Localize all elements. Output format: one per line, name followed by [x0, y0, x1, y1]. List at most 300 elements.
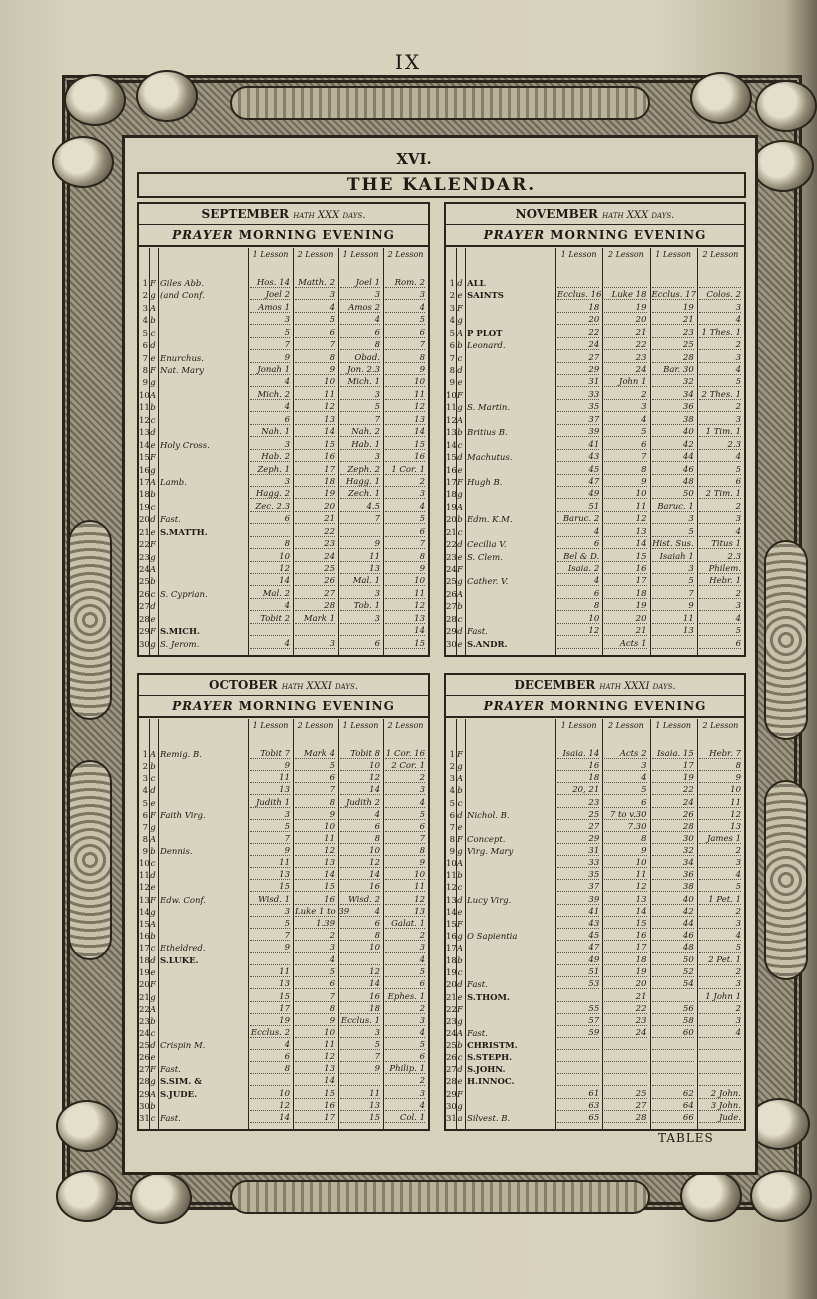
dominical-letter: d [457, 1065, 463, 1076]
day-number: 26 [139, 589, 150, 600]
calendar-row [446, 601, 744, 613]
dominical-letter: c [457, 1053, 463, 1064]
lesson-cell: Wisd. 2 [340, 895, 380, 905]
month-table-december [444, 673, 746, 1131]
lesson-cell: 5 [604, 785, 646, 795]
lesson-cell: 17 [295, 1113, 335, 1123]
lesson-cell: 6 [340, 328, 380, 338]
day-number: 2 [449, 762, 455, 773]
calendar-row [139, 1016, 428, 1028]
lesson-cell: 24 [557, 340, 599, 350]
lesson-cell: 38 [652, 415, 694, 425]
lesson-cell: 13 [295, 858, 335, 868]
dominical-letter: F [150, 540, 156, 551]
dominical-letter: e [150, 527, 156, 538]
lesson-cell: Tobit 8 [340, 749, 380, 759]
lesson-cell: 33 [557, 858, 599, 868]
day-number: 17 [139, 944, 150, 955]
lesson-cell: 21 [604, 328, 646, 338]
dominical-letter: F [457, 477, 463, 488]
saint-day: S. Cyprian. [160, 589, 208, 600]
lesson-cell: 10 [295, 1028, 335, 1038]
dominical-letter: c [457, 614, 463, 625]
saint-day: Silvest. B. [467, 1113, 511, 1124]
lesson-cell: 2 [385, 1076, 425, 1086]
calendar-row [446, 614, 744, 626]
calendar-row [446, 589, 744, 601]
lesson-cell: 12 [557, 626, 599, 636]
lesson-cell: 4 [250, 377, 290, 387]
lesson-cell: 1 Pet. 1 [699, 895, 741, 905]
lesson-cell: 62 [652, 1089, 694, 1099]
lesson-cell: 5 [699, 626, 741, 636]
lesson-cell [604, 1052, 646, 1062]
calendar-row [446, 315, 744, 327]
morning-label: MORNING [550, 228, 634, 242]
dominical-letter: b [150, 1101, 156, 1112]
dominical-letter: F [150, 366, 156, 377]
lesson-cell: Judith 2 [340, 798, 380, 808]
lesson-cell: 6 [340, 919, 380, 929]
day-number: 14 [139, 440, 150, 451]
lesson-cell: 17 [652, 761, 694, 771]
lesson-cell: 3 [340, 390, 380, 400]
lesson-cell: Isaia. 2 [557, 564, 599, 574]
saint-day: SAINTS [467, 291, 504, 302]
lesson-cell: 6 [385, 1052, 425, 1062]
lesson-cell: 4 [557, 527, 599, 537]
evening-label: EVENING [322, 228, 395, 242]
day-number: 23 [139, 552, 150, 563]
day-number: 12 [446, 415, 457, 426]
calendar-row [446, 477, 744, 489]
day-number: 21 [139, 992, 150, 1003]
lesson-cell: 4 [699, 614, 741, 624]
lesson-cell: Mich. 1 [340, 377, 380, 387]
lesson-cell: 13 [295, 1064, 335, 1074]
saint-day: Hugh B. [467, 477, 503, 488]
lesson-cell: 2 [295, 931, 335, 941]
day-number: 22 [139, 540, 150, 551]
cherub-ornament [56, 1170, 118, 1222]
day-number: 29 [446, 627, 457, 638]
lesson-cell: 10 [604, 489, 646, 499]
day-number: 4 [449, 786, 455, 797]
dominical-letter: A [456, 328, 464, 339]
lesson-cell: 9 [295, 810, 335, 820]
day-number: 7 [142, 353, 148, 364]
lesson-cell: 2 [385, 931, 425, 941]
lesson-cell: 4 [699, 931, 741, 941]
lesson-cell: Acts 1 [604, 639, 646, 649]
lesson-cell: Bar. 30 [652, 365, 694, 375]
dominical-letter: c [457, 883, 463, 894]
dominical-letter: g [457, 847, 463, 858]
lesson-cell: 12 [250, 1101, 290, 1111]
lesson-cell: 12 [340, 858, 380, 868]
dominical-letter: A [456, 415, 464, 426]
calendar-row [139, 353, 428, 365]
dominical-letter: b [457, 515, 463, 526]
saint-day: S.JUDE. [160, 1089, 198, 1100]
day-number: 16 [446, 931, 457, 942]
dominical-letter: b [150, 316, 156, 327]
day-number: 13 [446, 428, 457, 439]
lesson-cell: 4 [604, 773, 646, 783]
lesson-cell: Jonah 1 [250, 365, 290, 375]
lesson-cell: 3 [250, 315, 290, 325]
lesson-cell: 6 [295, 773, 335, 783]
dominical-letter: e [457, 378, 463, 389]
lesson-cell: 35 [557, 402, 599, 412]
lesson-cell: Nah. 2 [340, 427, 380, 437]
lesson-cell: 21 [652, 315, 694, 325]
dominical-letter: A [456, 589, 464, 600]
month-table-november [444, 202, 746, 657]
calendar-row [139, 601, 428, 613]
lesson-cell: 15 [385, 639, 425, 649]
lesson-cell: Tobit 2 [250, 614, 290, 624]
dominical-letter: g [457, 1016, 463, 1027]
lesson-cell [652, 1076, 694, 1086]
saint-day: Faith Virg. [160, 810, 206, 821]
catchword: TABLES [658, 1131, 714, 1145]
calendar-row [446, 514, 744, 526]
saint-day: Fast. [160, 1113, 181, 1124]
calendar-row [446, 785, 744, 797]
lesson-cell: 3 [699, 514, 741, 524]
day-number: 11 [446, 871, 457, 882]
lesson-cell: 10 [250, 1089, 290, 1099]
calendar-row [139, 979, 428, 991]
lesson-cell: 6 [385, 527, 425, 537]
day-number: 30 [446, 639, 457, 650]
lesson-cell: 16 [295, 452, 335, 462]
dominical-letter: e [457, 465, 463, 476]
lesson-cell: 11 [295, 390, 335, 400]
day-number: 20 [139, 980, 150, 991]
lesson-cell: 12 [340, 773, 380, 783]
bottom-scroll-ornament [230, 1180, 650, 1214]
lesson-cell: Matth. 2 [295, 278, 335, 288]
lesson-cell: 2 [699, 502, 741, 512]
lesson-cell: 17 [295, 465, 335, 475]
lesson-cell [604, 1040, 646, 1050]
lesson-cell: 9 [250, 761, 290, 771]
calendar-row [446, 1016, 744, 1028]
calendar-row [446, 967, 744, 979]
morning-label: MORNING [238, 699, 323, 713]
lesson-cell: Baruc. 2 [557, 514, 599, 524]
lesson-cell: 3 [340, 614, 380, 624]
lesson-cell: 9 [652, 601, 694, 611]
lesson-cell: 50 [652, 489, 694, 499]
dominical-letter: g [457, 316, 463, 327]
lesson-cell: 15 [295, 1089, 335, 1099]
calendar-row [446, 353, 744, 365]
day-number: 18 [446, 956, 457, 967]
saint-day: Cather. V. [467, 577, 509, 588]
dominical-letter: A [149, 303, 157, 314]
lesson-column-header: 2 Lesson [297, 721, 334, 730]
dominical-letter: b [150, 762, 156, 773]
lesson-cell: Joel 2 [250, 290, 290, 300]
calendar-row [139, 377, 428, 389]
lesson-cell: 4 [250, 639, 290, 649]
lesson-cell: 12 [340, 967, 380, 977]
lesson-cell [340, 1076, 380, 1086]
dominical-letter: A [149, 834, 157, 845]
calendar-row [446, 576, 744, 588]
lesson-cell: 22 [557, 328, 599, 338]
lesson-cell: 9 [250, 846, 290, 856]
calendar-row [446, 303, 744, 315]
lesson-cell: 31 [557, 377, 599, 387]
dominical-letter: e [150, 440, 156, 451]
lesson-cell: 3 John. [699, 1101, 741, 1111]
lesson-cell: 6 [295, 328, 335, 338]
calendar-row [139, 489, 428, 501]
lesson-cell: 19 [604, 303, 646, 313]
lesson-cell: 41 [557, 907, 599, 917]
prayer-label: PRAYER [172, 228, 239, 242]
dominical-letter: g [457, 490, 463, 501]
calendar-row [446, 527, 744, 539]
day-number: 7 [449, 822, 455, 833]
top-scroll-ornament [230, 86, 650, 120]
lesson-cell: 4 [385, 502, 425, 512]
calendar-row [139, 858, 428, 870]
lesson-cell: 42 [652, 440, 694, 450]
calendar-row [139, 328, 428, 340]
lesson-cell: Jon. 2.3 [340, 365, 380, 375]
calendar-row [446, 943, 744, 955]
lesson-cell: 15 [340, 1113, 380, 1123]
day-number: 19 [139, 502, 150, 513]
lesson-cell: 17 [604, 943, 646, 953]
lesson-cell: 20, 21 [557, 785, 599, 795]
day-number: 22 [139, 1004, 150, 1015]
lesson-cell: 20 [604, 979, 646, 989]
lesson-cell: 3 [699, 919, 741, 929]
lesson-cell: 7 [295, 340, 335, 350]
lesson-cell: 15 [604, 919, 646, 929]
dominical-letter: c [150, 589, 156, 600]
dominical-letter: b [150, 847, 156, 858]
lesson-cell: 38 [652, 882, 694, 892]
lesson-cell: Zeph. 1 [250, 465, 290, 475]
day-number: 20 [139, 515, 150, 526]
calendar-row [139, 749, 428, 761]
lesson-column-header: 1 Lesson [655, 721, 692, 730]
lesson-cell: 12 [250, 564, 290, 574]
lesson-cell: 13 [340, 564, 380, 574]
lesson-cell: 28 [652, 822, 694, 832]
lesson-cell: 15 [250, 992, 290, 1002]
day-number: 3 [449, 303, 455, 314]
lesson-cell: 4 [295, 955, 335, 965]
lesson-cell: Mal. 2 [250, 589, 290, 599]
lesson-cell: Titus 1 [699, 539, 741, 549]
lesson-cell: 2 [699, 1004, 741, 1014]
calendar-row [446, 390, 744, 402]
dominical-letter: A [149, 477, 157, 488]
lesson-cell [652, 1064, 694, 1074]
calendar-row [139, 614, 428, 626]
calendar-row [139, 1101, 428, 1113]
lesson-cell: 48 [652, 477, 694, 487]
prayer-header [139, 225, 428, 247]
calendar-row [139, 773, 428, 785]
lesson-cell: 27 [557, 353, 599, 363]
day-number: 9 [142, 847, 148, 858]
calendar-row [446, 440, 744, 452]
saint-day: S.STEPH. [467, 1053, 513, 1064]
lesson-column-header: 2 Lesson [387, 250, 424, 259]
lesson-cell: 3 [699, 979, 741, 989]
lesson-cell: 8 [385, 846, 425, 856]
saint-day: S.MATTH. [160, 527, 208, 538]
saint-day: S. Martin. [467, 403, 511, 414]
day-number: 28 [139, 1077, 150, 1088]
day-number: 5 [142, 328, 148, 339]
lesson-cell: 8 [295, 353, 335, 363]
lesson-cell: 27 [295, 589, 335, 599]
lesson-cell: 4 [699, 452, 741, 462]
lesson-cell: Ecclus. 2 [250, 1027, 290, 1038]
lesson-cell: 7 to v.30 [604, 810, 646, 820]
lesson-cell: 8 [295, 1004, 335, 1014]
calendar-row [446, 340, 744, 352]
lesson-cell: 18 [295, 477, 335, 487]
lesson-cell: 14 [385, 427, 425, 437]
lesson-cell: Luke 18 [604, 290, 646, 300]
dominical-letter: A [456, 502, 464, 513]
lesson-cell: 3 [604, 761, 646, 771]
day-number: 6 [449, 810, 455, 821]
day-number: 25 [139, 1041, 150, 1052]
day-number: 11 [446, 403, 457, 414]
lesson-cell: 57 [557, 1016, 599, 1026]
lesson-cell: 8 [295, 798, 335, 808]
lesson-cell: 11 [385, 882, 425, 892]
day-number: 8 [449, 834, 455, 845]
lesson-cell: 10 [340, 761, 380, 771]
saint-day: S.ANDR. [467, 639, 508, 650]
saint-day: O Sapientia [467, 931, 518, 942]
dominical-letter: b [457, 1041, 463, 1052]
lesson-cell [604, 278, 646, 288]
day-number: 6 [142, 810, 148, 821]
dominical-letter: F [457, 390, 463, 401]
calendar-row [139, 882, 428, 894]
calendar-row [139, 834, 428, 846]
day-number: 30 [139, 639, 150, 650]
lesson-cell: 66 [652, 1113, 694, 1123]
month-days-note: hath XXXI days. [281, 681, 359, 692]
saint-day: S.JOHN. [467, 1065, 506, 1076]
lesson-cell: 14 [385, 626, 425, 636]
lesson-cell: 11 [385, 390, 425, 400]
calendar-row [139, 365, 428, 377]
lesson-cell: 4 [699, 527, 741, 537]
dominical-letter: g [457, 931, 463, 942]
lesson-cell [699, 1076, 741, 1086]
dominical-letter: d [150, 428, 156, 439]
lesson-cell: Mich. 2 [250, 390, 290, 400]
day-number: 4 [449, 316, 455, 327]
lesson-cell: Jude. [699, 1113, 741, 1123]
lesson-cell: 1 Cor. 16 [385, 749, 425, 759]
day-number: 22 [446, 540, 457, 551]
calendar-row [446, 639, 744, 651]
dominical-letter: g [150, 992, 156, 1003]
lesson-cell: 22 [295, 527, 335, 537]
calendar-row [139, 402, 428, 414]
lesson-cell: 23 [557, 798, 599, 808]
calendar-row [139, 427, 428, 439]
page-number: IX [394, 50, 422, 74]
kalendar-title: THE KALENDAR. [137, 172, 746, 198]
lesson-cell: 55 [557, 1004, 599, 1014]
lesson-cell: 16 [557, 761, 599, 771]
lesson-cell: 5 [652, 576, 694, 586]
saint-day: Nat. Mary [160, 366, 204, 377]
lesson-cell: 51 [557, 502, 599, 512]
prayer-label: PRAYER [483, 228, 551, 242]
lesson-cell [699, 1052, 741, 1062]
lesson-cell: 3 [250, 477, 290, 487]
dominical-letter: d [457, 453, 463, 464]
lesson-column-header: 1 Lesson [252, 250, 289, 259]
lesson-cell: 25 [295, 564, 335, 574]
month-days-note: hath XXXI days. [599, 681, 676, 692]
lesson-cell: 14 [295, 427, 335, 437]
lesson-cell: Isaiah 1 [652, 552, 694, 562]
lesson-cell [557, 639, 599, 649]
day-number: 9 [449, 378, 455, 389]
calendar-row [139, 870, 428, 882]
dominical-letter: A [149, 564, 157, 575]
lesson-cell: 7 [250, 931, 290, 941]
calendar-row [139, 315, 428, 327]
dominical-letter: d [150, 602, 156, 613]
lesson-cell: 26 [652, 810, 694, 820]
dominical-letter: A [456, 944, 464, 955]
day-number: 27 [446, 1065, 457, 1076]
lesson-cell: 44 [652, 919, 694, 929]
dominical-letter: a [457, 1113, 463, 1124]
day-number: 6 [449, 341, 455, 352]
calendar-row [139, 514, 428, 526]
dominical-letter: d [150, 515, 156, 526]
cherub-ornament [750, 1170, 812, 1222]
lesson-cell: 7 [340, 514, 380, 524]
lesson-cell: 25 [652, 340, 694, 350]
day-number: 30 [446, 1101, 457, 1112]
dominical-letter: g [457, 1101, 463, 1112]
dominical-letter: F [150, 279, 156, 289]
calendar-row [446, 749, 744, 761]
lesson-cell: 1.39 [295, 919, 335, 929]
calendar-row [139, 278, 428, 290]
day-number: 26 [446, 1053, 457, 1064]
lesson-cell: 46 [652, 931, 694, 941]
dominical-letter: e [457, 291, 463, 302]
day-number: 27 [446, 602, 457, 613]
dominical-letter: b [150, 490, 156, 501]
lesson-cell: 56 [652, 1004, 694, 1014]
